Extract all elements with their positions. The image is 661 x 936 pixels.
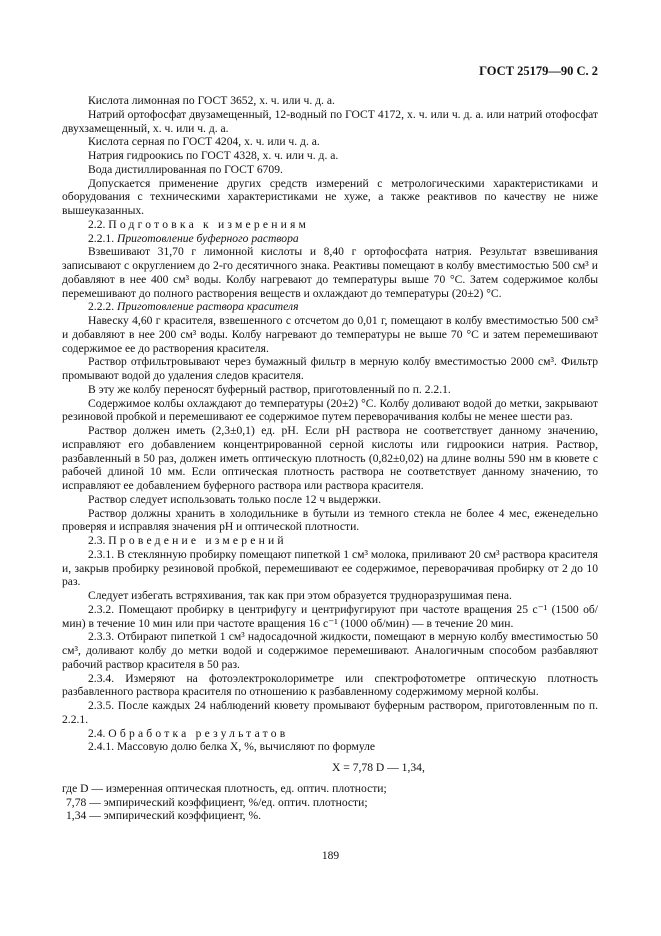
section-title: Подготовка к измерениям xyxy=(108,217,310,231)
section-number: 2.4. xyxy=(88,726,109,740)
paragraph: Взвешивают 31,70 г лимонной кислоты и 8,40 г ортофосфата натрия. Результат взвешивания записывают с округлением до 2-го десятичного знака. Реактивы помещают в колбу вместимостью 500 см³ и добавляют в нее 400 см³ воды. Колбу нагревают до температуры выше 70 °С. Затем содержимое колбы перемешивают до полного растворения веществ и охлаждают до температуры (20±2) °С. xyxy=(62,245,598,300)
paragraph: Кислота лимонная по ГОСТ 3652, х. ч. или ч. д. а. xyxy=(88,94,335,107)
paragraph: 2.3.2. Помещают пробирку в центрифугу и центрифугируют при частоте вращения 25 с⁻¹ (1500 об/мин) в течение 10 мин или при частоте вращения 16 с⁻¹ (1000 об/мин) — в течение 20 мин. xyxy=(62,602,598,630)
where-clause: 7,78 — эмпирический коэффициент, %/ед. оптич. плотности; xyxy=(66,795,368,809)
paragraph: Раствор отфильтровывают через бумажный фильтр в мерную колбу вместимостью 2000 см³. Фильтр промывают водой до удаления следов красителя. xyxy=(62,355,598,382)
paragraph: Натрия гидроокись по ГОСТ 4328, х. ч. или ч. д. а. xyxy=(88,149,339,162)
paragraph: 2.3.3. Отбирают пипеткой 1 см³ надосадочной жидкости, помещают в мерную колбу вместимостью 50 см³, доливают колбу до метки водой и содержимое перемешивают. Аналогичным способом разбавляют рабочий раствор красителя в 50 раз. xyxy=(62,630,598,671)
subsection-heading-2-2-1 xyxy=(62,232,598,246)
section-title: Проведение измерений xyxy=(108,534,287,547)
section-heading-2-3 xyxy=(62,534,598,548)
paragraph: 2.3.5. После каждых 24 наблюдений кювету промывают буферным раствором, приготовленным по п. 2.2.1. xyxy=(62,699,598,726)
subsection-heading-2-2-2 xyxy=(62,300,598,314)
where-clause: 1,34 — эмпирический коэффициент, %. xyxy=(66,809,262,823)
section-title: Обработка результатов xyxy=(108,726,289,740)
paragraph: Допускается применение других средств измерений с метрологическими характеристиками и оборудования с техническими характеристиками не хуже, а также реактивов по качеству не ниже вышеуказанных. xyxy=(62,176,598,217)
where-clause: где D — измеренная оптическая плотность, ед. оптич. плотности; xyxy=(62,781,387,795)
document-body xyxy=(62,94,598,823)
paragraph: Натрий ортофосфат двузамещенный, 12-водный по ГОСТ 4172, х. ч. или ч. д. а. или натрий отофосфат двухзамещенный, х. ч. или ч. д. а. xyxy=(62,107,598,135)
paragraph: Кислота серная по ГОСТ 4204, х. ч. или ч. д. а. xyxy=(88,135,320,149)
paragraph: 2.3.1. В стеклянную пробирку помещают пипеткой 1 см³ молока, приливают 20 см³ раствора красителя и, закрыв пробирку резиновой пробкой, перемешивают ее содержимое, переворачивая пробирку от 2 до 10 раз. xyxy=(62,547,598,589)
paragraph: Вода дистиллированная по ГОСТ 6709. xyxy=(88,162,283,176)
paragraph: В эту же колбу переносят буферный раствор, приготовленный по п. 2.2.1. xyxy=(88,382,451,396)
paragraph: Навеску 4,60 г красителя, взвешенного с отсчетом до 0,01 г, помещают в колбу вместимостью 500 см³ и добавляют в нее 200 см³ воды. Колбу нагревают до температуры не выше 70 °С и затем перемешивают содержимое ее до растворения красителя. xyxy=(62,314,598,355)
paragraph: Раствор должны хранить в холодильнике в бутыли из темного стекла не более 4 мес, еженедельно проверяя и исправляя значения pH и оптической плотности. xyxy=(62,506,598,534)
paragraph: Раствор должен иметь (2,3±0,1) ед. pH. Если pH раствора не соответствует данному значению, исправляют его добавлением концентрированной серной кислоты или гидроокиси натрия. Раствор, разбавленный в 50 раз, должен иметь оптическую плотность (0,82±0,02) на длине волны 590 нм в кювете с рабочей длиной 10 мм. Если оптическая плотность раствора не соответствует данному значению, то исправляют ее добавлением буферного раствора или раствора красителя. xyxy=(62,424,598,492)
page-number: 189 xyxy=(321,850,340,862)
section-number: 2.2. xyxy=(88,217,109,231)
section-number: 2.2.2. xyxy=(88,300,117,314)
section-heading-2-4 xyxy=(62,727,598,741)
section-title: Приготовление буферного раствора xyxy=(116,231,299,245)
paragraph: Раствор следует использовать только после 12 ч выдержки. xyxy=(88,492,381,506)
formula: X = 7,78 D — 1,34, xyxy=(332,761,425,774)
paragraph: 2.3.4. Измеряют на фотоэлектроколориметре или спектрофотометре оптическую плотность разбавленного раствора красителя по отношению к разбавленному содержимому мерной колбы. xyxy=(62,671,598,699)
document-header: ГОСТ 25179—90 С. 2 xyxy=(479,64,598,78)
paragraph: Содержимое колбы охлаждают до температуры (20±2) °С. Колбу доливают водой до метки, закрывают резиновой пробкой и перемешивают ее содержимое путем переворачивания колбы не менее шести раз. xyxy=(62,396,598,424)
section-number: 2.2.1. xyxy=(88,231,117,245)
paragraph: 2.4.1. Массовую долю белка X, %, вычисляют по формуле xyxy=(88,740,376,754)
paragraph: Следует избегать встряхивания, так как при этом образуется трудноразрушимая пена. xyxy=(88,589,512,602)
section-title: Приготовление раствора красителя xyxy=(116,300,299,314)
section-heading-2-2 xyxy=(62,218,598,232)
section-number: 2.3. xyxy=(88,534,109,547)
